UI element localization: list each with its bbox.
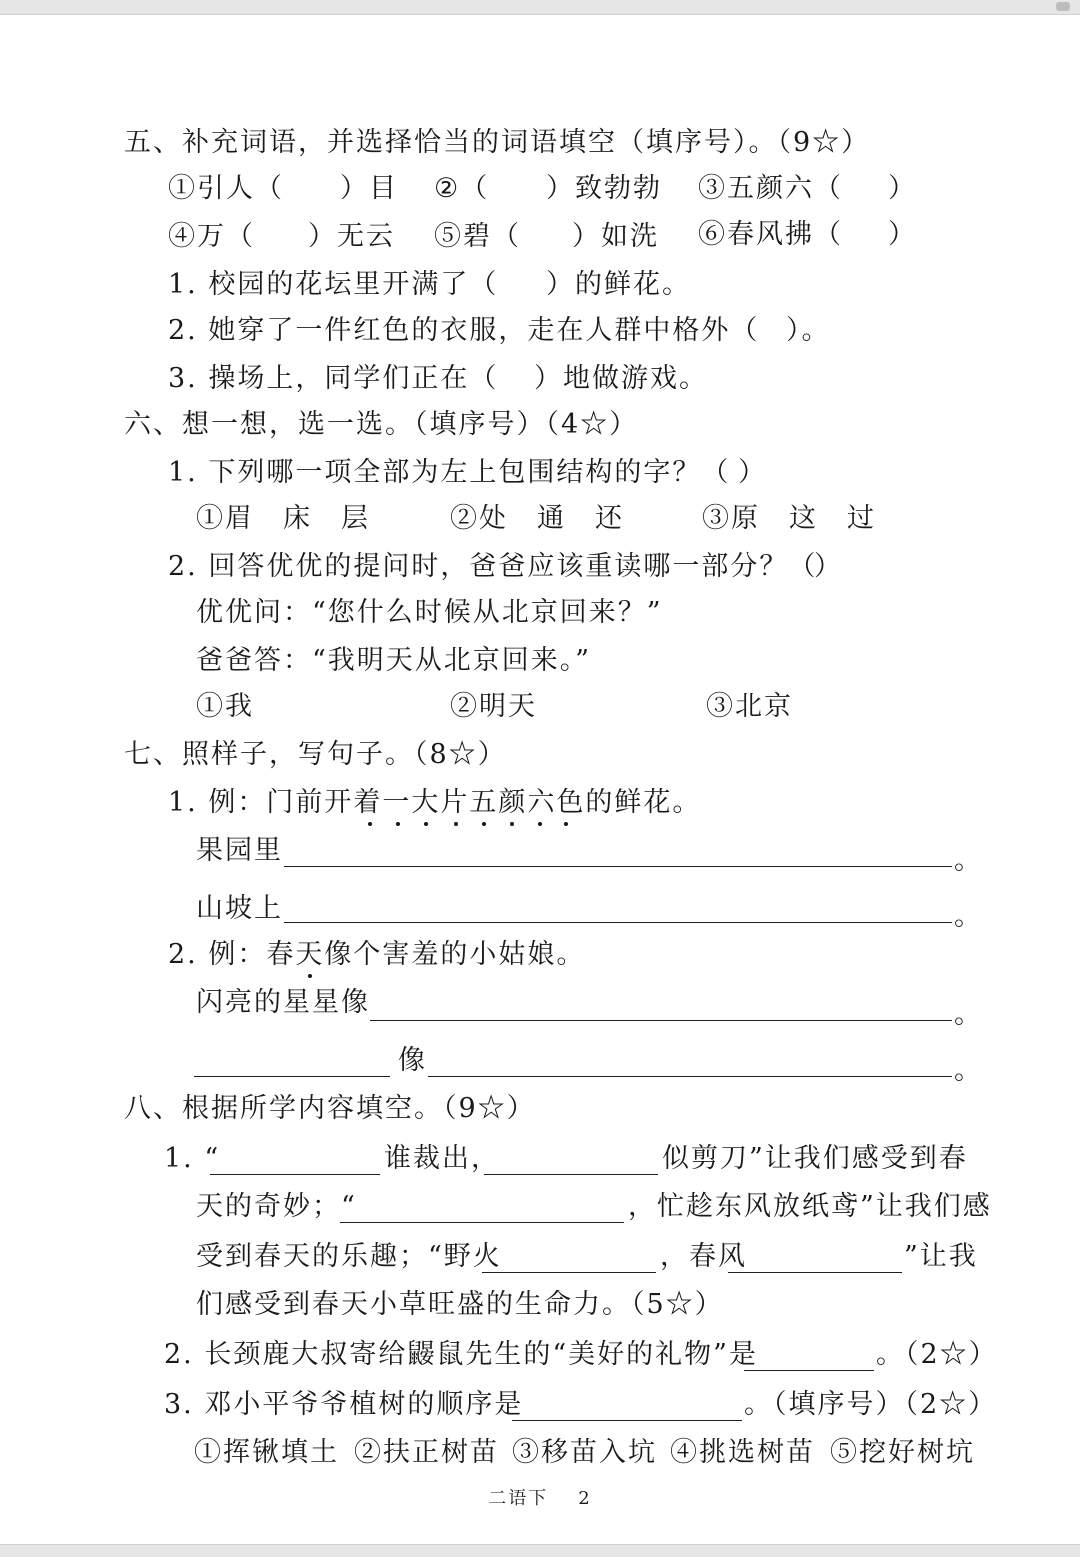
section-5-title: 五、补充词语，并选择恰当的词语填空（填序号）。（9☆） (124, 127, 871, 158)
s6-q1-option-3: ③原 这 过 (702, 503, 876, 534)
answer-line[interactable] (728, 1272, 902, 1273)
s6-q2-option-3: ③北京 (706, 691, 793, 722)
poem-line-3c: ”让我 (904, 1241, 978, 1272)
s8-option-3: ③移苗入坑 (512, 1437, 657, 1468)
answer-line[interactable] (210, 1174, 380, 1175)
scroll-thumb[interactable] (1056, 2, 1070, 11)
s6-q2-option-2: ②明天 (450, 691, 537, 722)
option-5-close: ）如洗 (572, 221, 659, 252)
answer-line[interactable] (484, 1174, 658, 1175)
emphasis-dot (424, 822, 428, 826)
answer-line[interactable] (284, 866, 952, 867)
answer-line[interactable] (340, 1222, 624, 1223)
footer-label: 二语下 (488, 1488, 549, 1509)
dialogue-question: 优优问：“您什么时候从北京回来？” (196, 597, 663, 628)
period: 。 (954, 845, 983, 876)
option-6-close: ） (888, 219, 917, 250)
period: 。 (954, 999, 983, 1030)
period: 。 (954, 1055, 983, 1086)
s6-question-1-open: 1. 下列哪一项全部为左上包围结构的字？（ (168, 457, 731, 488)
option-4-close: ）无云 (308, 221, 395, 252)
s6-q1-option-1: ①眉 床 层 (196, 503, 370, 534)
option-2-open: ②（ (434, 173, 490, 204)
emphasis-dot (510, 822, 514, 826)
emphasis-dot (482, 822, 486, 826)
answer-line[interactable] (428, 1076, 952, 1077)
worksheet-page (0, 14, 1080, 1545)
page-footer (0, 1484, 1080, 1510)
s5-question-3-open: 3. 操场上，同学们正在（ (168, 363, 499, 394)
poem-line-2b: ，忙趁东风放纸鸢”让我们感 (628, 1191, 992, 1222)
s6-question-2-close: ） (814, 551, 843, 582)
example-1: 1. 例：门前开着一大片五颜六色的鲜花。 (168, 787, 702, 818)
poem-line-3b: ，春风 (660, 1241, 747, 1272)
s8-option-2: ②扶正树苗 (354, 1437, 499, 1468)
s5-question-2-close: ）。 (786, 315, 831, 346)
section-6-title: 六、想一想，选一选。（填序号）（4☆） (124, 409, 639, 440)
period: 。 (954, 901, 983, 932)
answer-line[interactable] (512, 1420, 742, 1421)
s6-q1-option-2: ②处 通 还 (450, 503, 624, 534)
page-number: 2 (578, 1488, 592, 1509)
emphasis-dot (538, 822, 542, 826)
option-3-open: ③五颜六（ (698, 173, 843, 204)
s8-option-4: ④挑选树苗 (670, 1437, 815, 1468)
s8-question-3: 3. 邓小平爷爷植树的顺序是 (164, 1389, 524, 1420)
dialogue-answer: 爸爸答：“我明天从北京回来。” (196, 645, 592, 676)
option-5-open: ⑤碧（ (434, 221, 521, 252)
s8-option-5: ⑤挖好树坑 (830, 1437, 975, 1468)
bottom-scrollbar[interactable] (0, 1544, 1080, 1557)
poem-line-4: 们感受到春天小草旺盛的生命力。（5☆） (196, 1289, 724, 1320)
s8-question-3-tail: 。（填序号）（2☆） (744, 1389, 998, 1420)
top-scrollbar[interactable] (0, 0, 1080, 15)
option-3-close: ） (888, 173, 917, 204)
poem-line-3a: 受到春天的乐趣；“野火 (196, 1241, 502, 1272)
s8-question-2: 2. 长颈鹿大叔寄给鼹鼠先生的“美好的礼物”是 (164, 1339, 758, 1370)
option-1-open: ①引人（ (168, 173, 284, 204)
emphasis-dot (564, 822, 568, 826)
s5-question-1-close: ）的鲜花。 (546, 269, 691, 300)
sentence-like: 像 (398, 1045, 427, 1076)
sentence-prefix-stars: 闪亮的星星像 (196, 987, 370, 1018)
answer-line[interactable] (194, 1076, 390, 1077)
emphasis-dot (454, 822, 458, 826)
s5-question-3-close: ）地做游戏。 (534, 363, 708, 394)
option-4-open: ④万（ (168, 221, 255, 252)
s6-q2-option-1: ①我 (196, 691, 254, 722)
example-2: 2. 例：春天像个害羞的小姑娘。 (168, 939, 586, 970)
s6-question-1-close: ） (738, 457, 767, 488)
poem-line-1c: 似剪刀”让我们感受到春 (662, 1143, 968, 1174)
poem-line-1b: 谁裁出， (384, 1143, 500, 1174)
emphasis-dot (308, 974, 312, 978)
option-2-close: ）致勃勃 (546, 173, 662, 204)
emphasis-dot (396, 822, 400, 826)
section-7-title: 七、照样子，写句子。（8☆） (124, 739, 507, 770)
sentence-prefix-hillside: 山坡上 (196, 893, 283, 924)
answer-line[interactable] (482, 1272, 656, 1273)
s6-question-2-open: 2. 回答优优的提问时，爸爸应该重读哪一部分？（ (168, 551, 818, 582)
option-1-close: ）目 (340, 173, 398, 204)
poem-line-2a: 天的奇妙；“ (196, 1191, 357, 1222)
s8-option-1: ①挥锹填土 (194, 1437, 339, 1468)
emphasis-dot (368, 822, 372, 826)
answer-line[interactable] (370, 1020, 952, 1021)
answer-line[interactable] (744, 1370, 874, 1371)
poem-line-1a: 1. “ (164, 1143, 221, 1174)
s8-question-2-tail: 。（2☆） (876, 1339, 998, 1370)
answer-line[interactable] (284, 922, 952, 923)
s5-question-1-open: 1. 校园的花坛里开满了（ (168, 269, 499, 300)
option-6-open: ⑥春风拂（ (698, 219, 843, 250)
section-8-title: 八、根据所学内容填空。（9☆） (124, 1093, 536, 1124)
s5-question-2-open: 2. 她穿了一件红色的衣服，走在人群中格外（ (168, 315, 760, 346)
sentence-prefix-orchard: 果园里 (196, 835, 283, 866)
